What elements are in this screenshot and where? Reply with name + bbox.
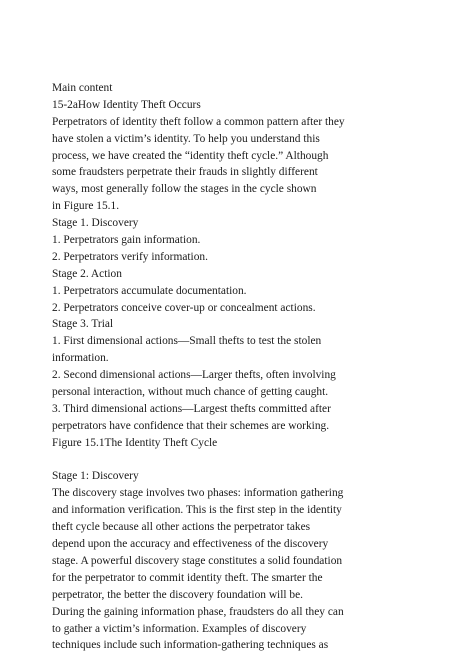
list-item: 3. Third dimensional actions—Largest thefts committed after <box>52 402 331 415</box>
paragraph-line: perpetrator, the better the discovery foundation will be. <box>52 588 303 601</box>
list-item: 1. Perpetrators accumulate documentation. <box>52 284 247 297</box>
list-item: 2. Perpetrators verify information. <box>52 250 208 263</box>
paragraph-line: depend upon the accuracy and effectiveness of the discovery <box>52 538 329 551</box>
stage-heading: Stage 1. Discovery <box>52 217 139 230</box>
paragraph-line: for the perpetrator to commit identity theft. The smarter the <box>52 571 323 584</box>
paragraph-line: ways, most generally follow the stages in the cycle shown <box>52 183 317 196</box>
subsection-heading: Stage 1: Discovery <box>52 470 139 483</box>
section-label: Main content <box>52 82 113 94</box>
list-item: 1. First dimensional actions—Small thefts to test the stolen <box>52 335 322 348</box>
document-body <box>52 80 412 654</box>
list-item-continuation: information. <box>52 352 109 365</box>
paragraph-line: During the gaining information phase, fraudsters do all they can <box>52 605 344 618</box>
stage-heading: Stage 3. Trial <box>52 318 114 331</box>
paragraph-line: some fraudsters perpetrate their frauds in slightly different <box>52 166 318 179</box>
paragraph-line: Perpetrators of identity theft follow a common pattern after they <box>52 115 345 128</box>
list-item-continuation: personal interaction, without much chance of getting caught. <box>52 386 329 399</box>
paragraph-line: in Figure 15.1. <box>52 200 120 213</box>
list-item-continuation: perpetrators have confidence that their schemes are working. <box>52 419 330 432</box>
figure-caption: Figure 15.1The Identity Theft Cycle <box>52 436 218 449</box>
paragraph-line: stage. A powerful discovery stage constitutes a solid foundation <box>52 554 343 567</box>
paragraph-line: techniques include such information-gathering techniques as <box>52 639 329 652</box>
paragraph-line: theft cycle because all other actions the perpetrator takes <box>52 521 311 534</box>
paragraph-line: The discovery stage involves two phases: information gathering <box>52 487 344 500</box>
paragraph-line: to gather a victim’s information. Examples of discovery <box>52 622 307 635</box>
paragraph-line: have stolen a victim’s identity. To help you understand this <box>52 132 320 145</box>
list-item: 1. Perpetrators gain information. <box>52 234 201 247</box>
list-item: 2. Perpetrators conceive cover-up or concealment actions. <box>52 301 316 314</box>
paragraph-line: and information verification. This is the first step in the identity <box>52 504 342 517</box>
section-heading: 15-2aHow Identity Theft Occurs <box>52 98 201 111</box>
stage-heading: Stage 2. Action <box>52 267 122 280</box>
list-item: 2. Second dimensional actions—Larger thefts, often involving <box>52 369 336 382</box>
blank-line <box>52 452 412 469</box>
paragraph-line: process, we have created the “identity theft cycle.” Although <box>52 149 329 162</box>
